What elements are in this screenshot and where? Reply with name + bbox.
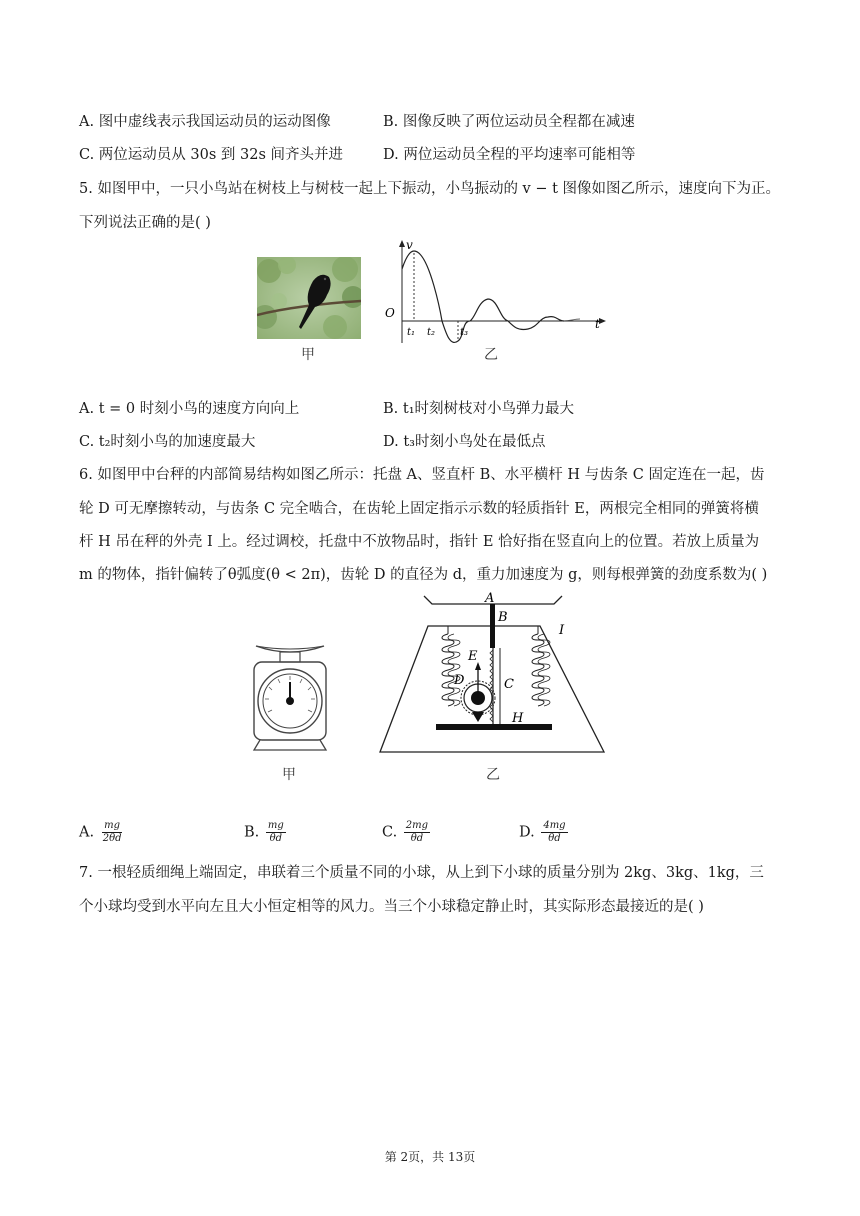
q6-option-a-fraction: $\frac{mg}{2\theta d}$: [102, 820, 122, 844]
q7-stem-line2: 个小球均受到水平向左且大小恒定相等的风力。当三个小球稳定静止时，其实际形态最接近的是( ): [79, 899, 704, 915]
figure-jia-caption: 甲: [301, 347, 315, 363]
q6-option-c: [382, 820, 430, 845]
figure-yi-caption: 乙: [484, 347, 498, 363]
q5-option-a: A. t = 0 时刻小鸟的速度方向向上: [79, 401, 300, 417]
label-i: I: [559, 623, 565, 638]
label-e: E: [468, 649, 478, 664]
velocity-time-graph: [378, 237, 610, 347]
label-b: B: [498, 610, 508, 625]
scale-mechanism-diagram: [376, 588, 608, 754]
q6-option-c-letter: C.: [382, 824, 398, 841]
q6-option-d-fraction: $\frac{4mg}{\theta d}$: [543, 820, 566, 844]
q5-stem-line1: 5. 如图甲中，一只小鸟站在树枝上与树枝一起上下振动，小鸟振动的 v − t 图像如图乙所示，速度向下为正。: [79, 181, 781, 197]
q6-option-a: [79, 820, 124, 845]
q6-option-a-letter: A.: [79, 824, 95, 841]
q6-stem-line1: 6. 如图甲中台秤的内部简易结构如图乙所示：托盘 A、竖直杆 B、水平横杆 H 与齿条 C 固定连在一起，齿: [79, 467, 765, 483]
q7-stem-line1: 7. 一根轻质细绳上端固定，串联着三个质量不同的小球，从上到下小球的质量分别为 2kg、3kg、1kg，三: [79, 865, 764, 881]
label-c: C: [504, 677, 514, 692]
graph-t-label: t: [595, 317, 600, 331]
q6-stem-line3: 杆 H 吊在秤的外壳 I 上。经过调校，托盘中不放物品时，指针 E 恰好指在竖直向上的位置。若放上质量为: [79, 534, 760, 550]
q6-stem-line4: m 的物体，指针偏转了θ弧度(θ < 2π)，齿轮 D 的直径为 d，重力加速度为 g，则每根弹簧的劲度系数为( ): [79, 567, 768, 583]
label-h: H: [512, 711, 524, 726]
scale-illustration: [250, 638, 330, 754]
q6-option-c-fraction: $\frac{2mg}{\theta d}$: [405, 820, 429, 844]
q6-figure-yi-caption: 乙: [486, 767, 500, 783]
page-footer: 第 2页，共 13页: [384, 1150, 476, 1164]
q6-option-b-letter: B.: [244, 824, 260, 841]
q4-option-b: B. 图像反映了两位运动员全程都在减速: [383, 114, 635, 130]
q6-stem-line2: 轮 D 可无摩擦转动，与齿条 C 完全啮合，在齿轮上固定指示示数的轻质指针 E，两根完全相同的弹簧将横: [79, 501, 759, 517]
graph-t2-label: t₂: [427, 327, 436, 338]
graph-v-label: v: [406, 238, 413, 252]
label-a: A: [485, 591, 495, 606]
graph-origin-label: O: [385, 306, 395, 320]
q5-stem-line2: 下列说法正确的是( ): [79, 215, 211, 231]
q5-option-c: C. t₂时刻小鸟的加速度最大: [79, 434, 256, 450]
q4-option-a: A. 图中虚线表示我国运动员的运动图像: [79, 114, 331, 130]
q6-figure-jia-caption: 甲: [282, 767, 296, 783]
q6-option-b: [244, 820, 286, 845]
graph-t1-label: t₁: [407, 327, 416, 338]
bird-photo: [257, 257, 361, 339]
q5-option-d: D. t₃时刻小鸟处在最低点: [383, 434, 546, 450]
q5-option-b: B. t₁时刻树枝对小鸟弹力最大: [383, 401, 575, 417]
q6-option-d-letter: D.: [519, 824, 535, 841]
q6-option-b-fraction: $\frac{mg}{\theta d}$: [267, 820, 284, 844]
q6-option-d: [519, 820, 568, 845]
graph-t3-label: t₃: [460, 327, 469, 338]
label-d: D: [454, 673, 465, 688]
q4-option-d: D. 两位运动员全程的平均速率可能相等: [383, 147, 636, 163]
q4-option-c: C. 两位运动员从 30s 到 32s 间齐头并进: [79, 147, 344, 163]
